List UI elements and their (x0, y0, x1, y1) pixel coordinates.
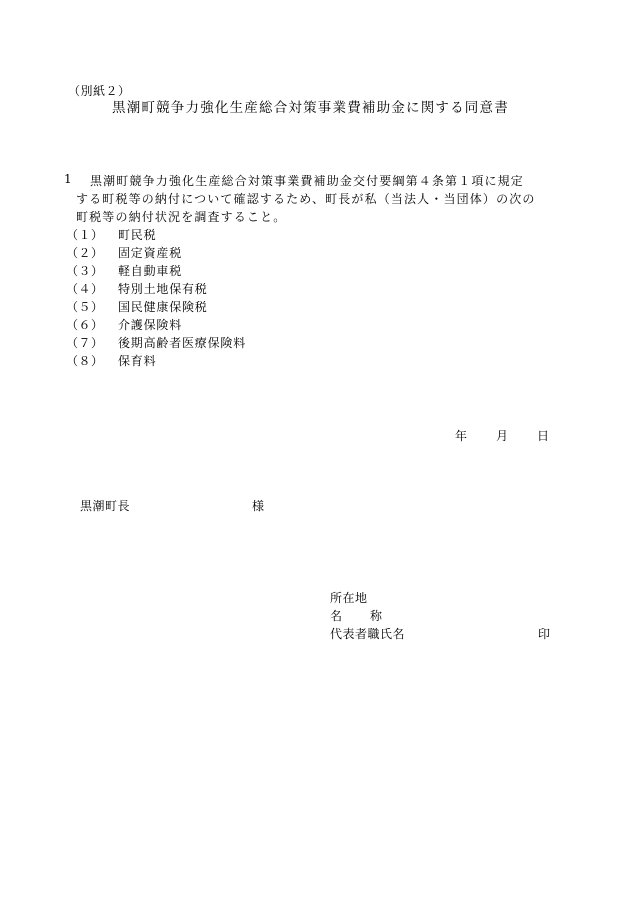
representative-label: 代表者職氏名 (330, 627, 406, 641)
tax-item-number: （１） (66, 228, 104, 242)
date-year-label: 年 (455, 429, 468, 443)
tax-item-name: 介護保険料 (118, 318, 183, 332)
tax-item-name: 軽自動車税 (118, 264, 183, 278)
paragraph-line-1: 黒潮町競争力強化生産総合対策事業費補助金交付要綱第４条第１項に規定 (90, 174, 524, 188)
paragraph-number: 1 (64, 172, 72, 186)
tax-item-number: （７） (66, 336, 104, 350)
addressee-honorific: 様 (252, 499, 265, 513)
seal-mark: 印 (538, 627, 551, 641)
tax-item-number: （３） (66, 264, 104, 278)
name-label-second: 称 (370, 609, 383, 623)
tax-item-name: 特別土地保有税 (118, 282, 208, 296)
tax-item-number: （５） (66, 300, 104, 314)
paragraph-line-2: する町税等の納付について確認するため、町長が私（当法人・当団体）の次の (76, 192, 536, 206)
tax-item-name: 国民健康保険税 (118, 300, 208, 314)
tax-item-number: （６） (66, 318, 104, 332)
attachment-note: （別紙２） (68, 84, 131, 98)
tax-item-number: （４） (66, 282, 104, 296)
tax-item-number: （８） (66, 354, 104, 368)
date-day-label: 日 (537, 429, 550, 443)
tax-item-name: 後期高齢者医療保険料 (118, 336, 247, 350)
addressee-name: 黒潮町長 (80, 499, 131, 513)
tax-item-number: （２） (66, 246, 104, 260)
date-month-label: 月 (496, 429, 509, 443)
name-label-first: 名 (330, 609, 343, 623)
document-title: 黒潮町競争力強化生産総合対策事業費補助金に関する同意書 (112, 100, 509, 116)
paragraph-line-3: 町税等の納付状況を調査すること。 (76, 210, 287, 224)
tax-item-name: 保育料 (118, 354, 157, 368)
tax-item-name: 町民税 (118, 228, 157, 242)
tax-item-name: 固定資産税 (118, 246, 183, 260)
address-label: 所在地 (330, 591, 368, 605)
